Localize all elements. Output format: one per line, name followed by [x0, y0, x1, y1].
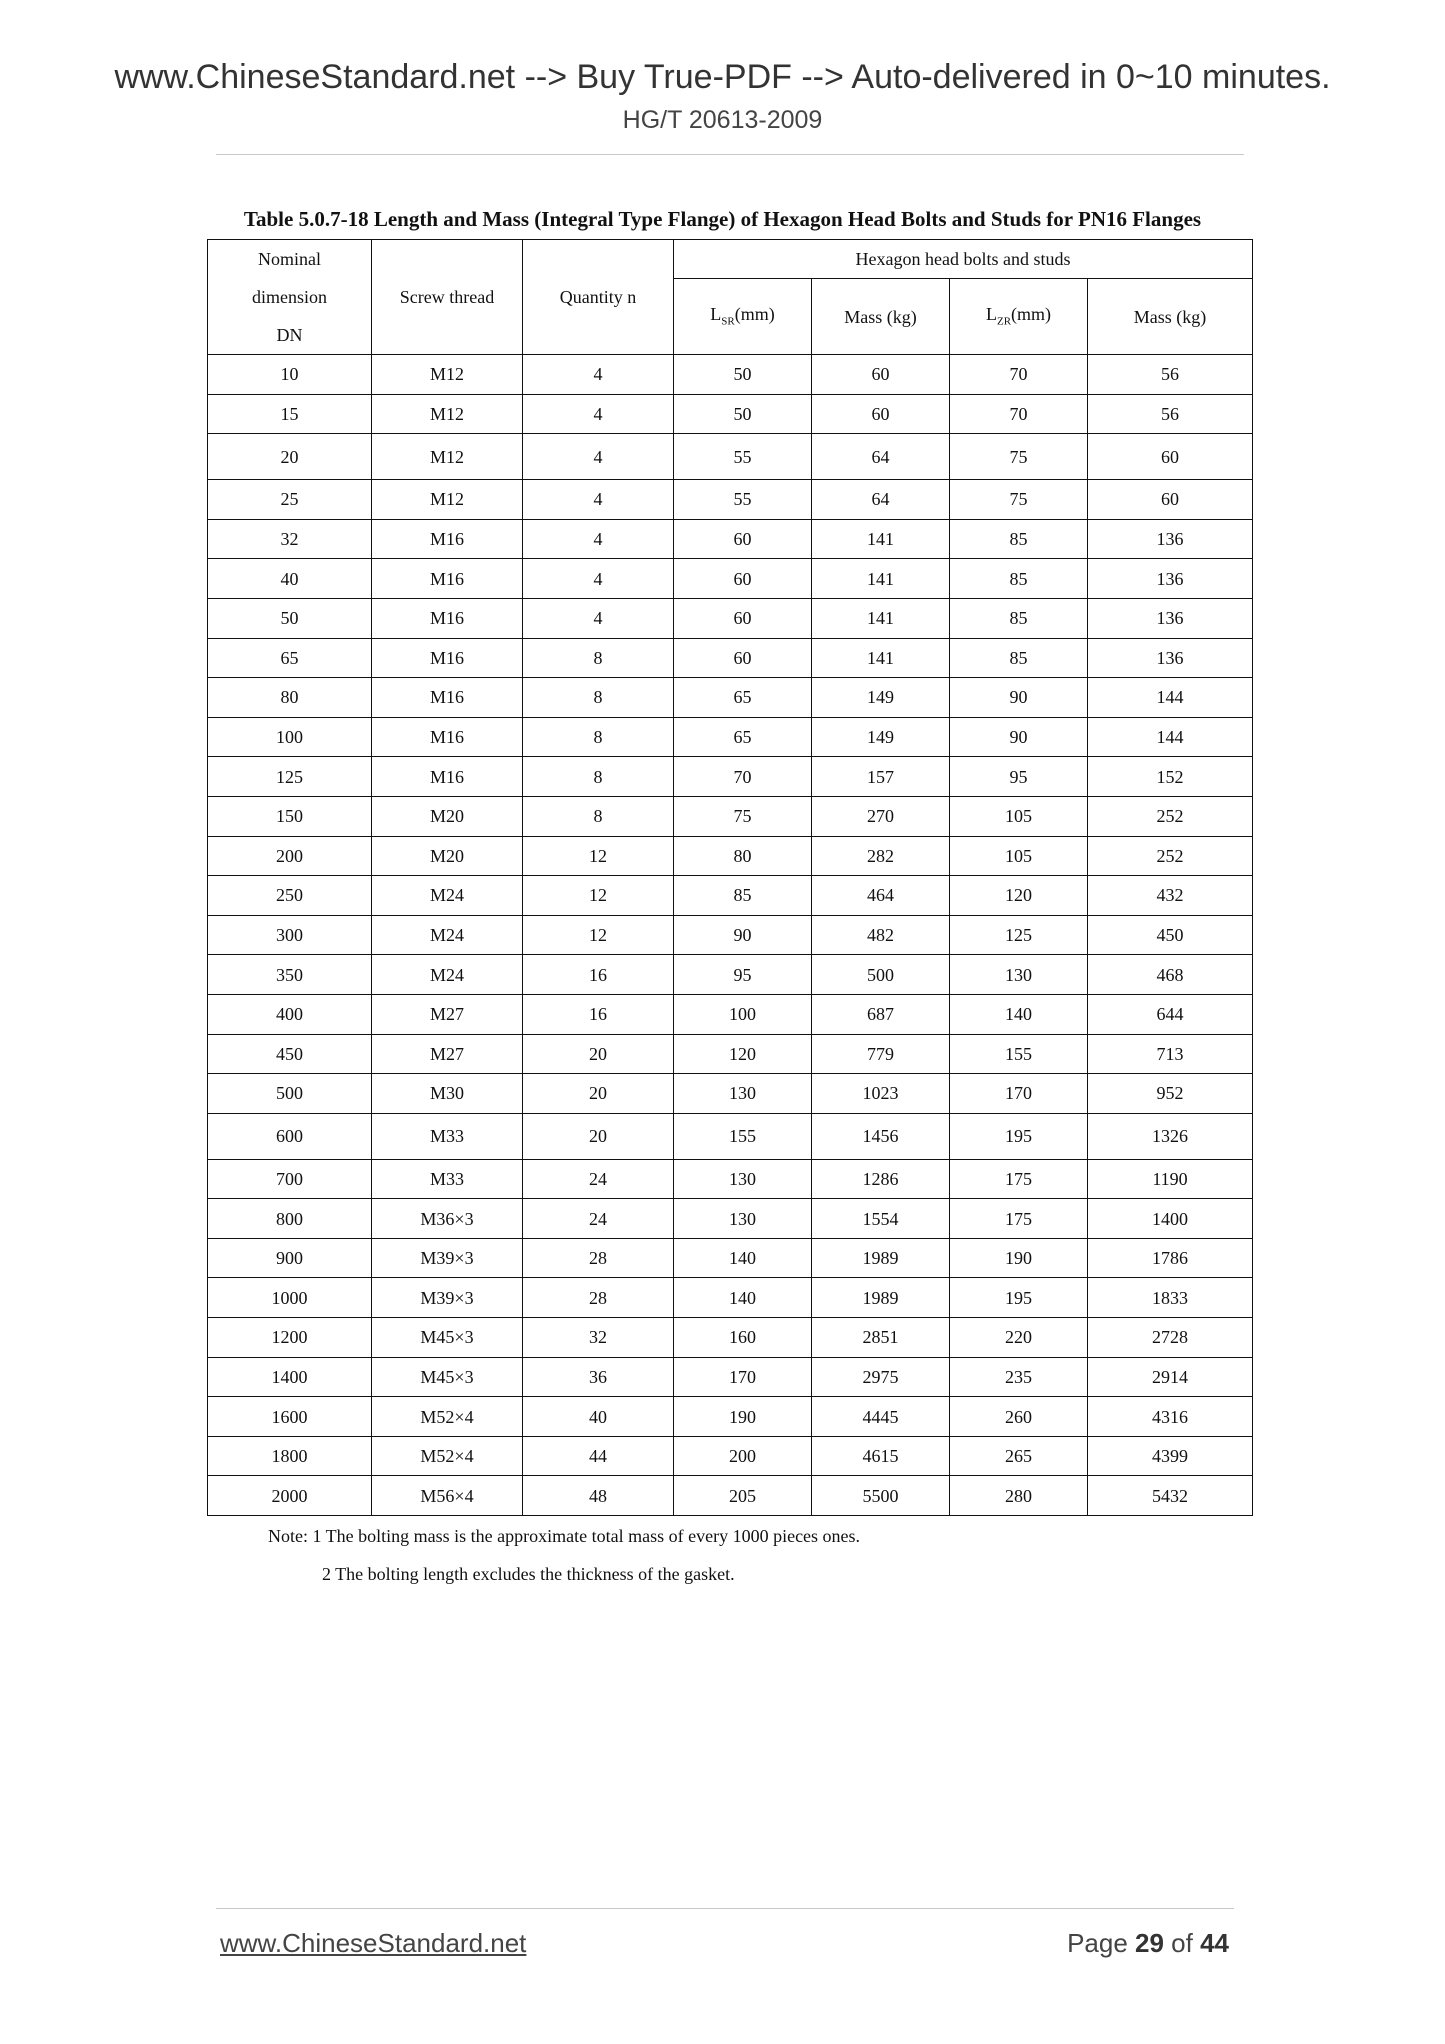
cell-lzr: 75 — [950, 480, 1088, 520]
table-row — [208, 955, 1253, 995]
table-row — [208, 1357, 1253, 1397]
cell-quantity: 36 — [523, 1357, 674, 1397]
table-row — [208, 717, 1253, 757]
cell-dn: 1200 — [208, 1318, 372, 1358]
cell-mass-bolt: 687 — [812, 994, 950, 1034]
cell-lsr: 65 — [674, 678, 812, 718]
cell-screw-thread: M36×3 — [372, 1199, 523, 1239]
cell-screw-thread: M24 — [372, 876, 523, 916]
cell-lzr: 105 — [950, 836, 1088, 876]
cell-mass-bolt: 1989 — [812, 1238, 950, 1278]
cell-quantity: 4 — [523, 559, 674, 599]
cell-dn: 15 — [208, 394, 372, 434]
cell-quantity: 12 — [523, 915, 674, 955]
cell-mass-bolt: 5500 — [812, 1476, 950, 1516]
cell-screw-thread: M33 — [372, 1159, 523, 1199]
standard-code: HG/T 20613-2009 — [622, 106, 823, 134]
cell-mass-stud: 450 — [1088, 915, 1253, 955]
cell-quantity: 28 — [523, 1278, 674, 1318]
cell-mass-stud: 136 — [1088, 598, 1253, 638]
cell-lzr: 220 — [950, 1318, 1088, 1358]
table-row — [208, 1159, 1253, 1199]
cell-mass-bolt: 282 — [812, 836, 950, 876]
table-body — [208, 355, 1253, 1516]
table-row — [208, 559, 1253, 599]
cell-dn: 600 — [208, 1113, 372, 1159]
cell-mass-bolt: 482 — [812, 915, 950, 955]
cell-dn: 1000 — [208, 1278, 372, 1318]
header-quantity: Quantity n — [523, 240, 674, 355]
table-row — [208, 1199, 1253, 1239]
table-row — [208, 638, 1253, 678]
cell-dn: 80 — [208, 678, 372, 718]
cell-screw-thread: M12 — [372, 480, 523, 520]
cell-quantity: 24 — [523, 1159, 674, 1199]
cell-mass-bolt: 1456 — [812, 1113, 950, 1159]
header-lzr: $L_{ZR}(mm)$ — [950, 279, 1088, 355]
table-row — [208, 1034, 1253, 1074]
cell-mass-stud: 1786 — [1088, 1238, 1253, 1278]
cell-quantity: 48 — [523, 1476, 674, 1516]
cell-lzr: 140 — [950, 994, 1088, 1034]
cell-mass-stud: 4399 — [1088, 1436, 1253, 1476]
table-row — [208, 1238, 1253, 1278]
cell-dn: 250 — [208, 876, 372, 916]
cell-quantity: 44 — [523, 1436, 674, 1476]
cell-screw-thread: M56×4 — [372, 1476, 523, 1516]
cell-mass-stud: 713 — [1088, 1034, 1253, 1074]
cell-screw-thread: M45×3 — [372, 1357, 523, 1397]
cell-dn: 200 — [208, 836, 372, 876]
cell-mass-bolt: 60 — [812, 394, 950, 434]
cell-lsr: 50 — [674, 355, 812, 395]
cell-mass-stud: 252 — [1088, 836, 1253, 876]
cell-quantity: 20 — [523, 1034, 674, 1074]
cell-screw-thread: M45×3 — [372, 1318, 523, 1358]
table-title: Table 5.0.7-18 Length and Mass (Integral Type Flange) of Hexagon Head Bolts and Studs for PN16 Flanges — [243, 207, 1202, 231]
cell-dn: 1400 — [208, 1357, 372, 1397]
cell-screw-thread: M33 — [372, 1113, 523, 1159]
table-row — [208, 598, 1253, 638]
cell-screw-thread: M27 — [372, 994, 523, 1034]
cell-lsr: 90 — [674, 915, 812, 955]
cell-quantity: 20 — [523, 1074, 674, 1114]
cell-lzr: 90 — [950, 717, 1088, 757]
cell-mass-bolt: 2975 — [812, 1357, 950, 1397]
cell-mass-stud: 136 — [1088, 519, 1253, 559]
cell-mass-stud: 952 — [1088, 1074, 1253, 1114]
table-row — [208, 915, 1253, 955]
cell-quantity: 4 — [523, 355, 674, 395]
cell-mass-stud: 136 — [1088, 559, 1253, 599]
cell-mass-stud: 144 — [1088, 717, 1253, 757]
footer-site-link[interactable]: www.ChineseStandard.net — [220, 1928, 527, 1958]
cell-lsr: 155 — [674, 1113, 812, 1159]
cell-screw-thread: M12 — [372, 394, 523, 434]
cell-screw-thread: M16 — [372, 757, 523, 797]
cell-dn: 32 — [208, 519, 372, 559]
table-row — [208, 355, 1253, 395]
cell-dn: 1600 — [208, 1397, 372, 1437]
cell-lzr: 75 — [950, 434, 1088, 480]
cell-quantity: 28 — [523, 1238, 674, 1278]
cell-mass-bolt: 2851 — [812, 1318, 950, 1358]
cell-lzr: 195 — [950, 1278, 1088, 1318]
table-row — [208, 1318, 1253, 1358]
cell-lzr: 85 — [950, 559, 1088, 599]
cell-lzr: 265 — [950, 1436, 1088, 1476]
cell-mass-stud: 56 — [1088, 394, 1253, 434]
table-row — [208, 994, 1253, 1034]
cell-lzr: 130 — [950, 955, 1088, 995]
table-row — [208, 1397, 1253, 1437]
cell-screw-thread: M12 — [372, 355, 523, 395]
cell-dn: 65 — [208, 638, 372, 678]
cell-lsr: 130 — [674, 1074, 812, 1114]
cell-lzr: 190 — [950, 1238, 1088, 1278]
cell-mass-bolt: 64 — [812, 480, 950, 520]
cell-lsr: 80 — [674, 836, 812, 876]
header-divider — [216, 154, 1244, 155]
cell-lzr: 120 — [950, 876, 1088, 916]
cell-mass-stud: 252 — [1088, 796, 1253, 836]
cell-quantity: 4 — [523, 394, 674, 434]
header-mass-stud: Mass (kg) — [1088, 279, 1253, 355]
cell-screw-thread: M16 — [372, 598, 523, 638]
cell-screw-thread: M16 — [372, 678, 523, 718]
cell-mass-bolt: 60 — [812, 355, 950, 395]
table-row — [208, 480, 1253, 520]
cell-mass-bolt: 1023 — [812, 1074, 950, 1114]
cell-mass-bolt: 149 — [812, 717, 950, 757]
cell-lzr: 260 — [950, 1397, 1088, 1437]
cell-lsr: 50 — [674, 394, 812, 434]
cell-dn: 10 — [208, 355, 372, 395]
cell-dn: 400 — [208, 994, 372, 1034]
cell-mass-stud: 644 — [1088, 994, 1253, 1034]
cell-lsr: 95 — [674, 955, 812, 995]
cell-lsr: 190 — [674, 1397, 812, 1437]
cell-mass-stud: 60 — [1088, 480, 1253, 520]
cell-lsr: 140 — [674, 1278, 812, 1318]
cell-screw-thread: M24 — [372, 955, 523, 995]
cell-dn: 20 — [208, 434, 372, 480]
cell-mass-bolt: 141 — [812, 598, 950, 638]
cell-dn: 2000 — [208, 1476, 372, 1516]
cell-quantity: 24 — [523, 1199, 674, 1239]
cell-mass-stud: 2914 — [1088, 1357, 1253, 1397]
cell-lsr: 60 — [674, 638, 812, 678]
cell-lsr: 85 — [674, 876, 812, 916]
cell-lsr: 140 — [674, 1238, 812, 1278]
cell-quantity: 4 — [523, 598, 674, 638]
table-row — [208, 678, 1253, 718]
cell-mass-stud: 1400 — [1088, 1199, 1253, 1239]
cell-lsr: 60 — [674, 598, 812, 638]
cell-dn: 900 — [208, 1238, 372, 1278]
table-row — [208, 757, 1253, 797]
cell-dn: 700 — [208, 1159, 372, 1199]
footer-divider — [216, 1908, 1234, 1909]
cell-lsr: 60 — [674, 519, 812, 559]
cell-dn: 150 — [208, 796, 372, 836]
table-row — [208, 1074, 1253, 1114]
cell-lsr: 205 — [674, 1476, 812, 1516]
cell-quantity: 4 — [523, 519, 674, 559]
cell-screw-thread: M20 — [372, 836, 523, 876]
cell-mass-stud: 432 — [1088, 876, 1253, 916]
cell-mass-stud: 468 — [1088, 955, 1253, 995]
cell-mass-bolt: 1286 — [812, 1159, 950, 1199]
cell-quantity: 4 — [523, 480, 674, 520]
cell-quantity: 32 — [523, 1318, 674, 1358]
cell-mass-bolt: 500 — [812, 955, 950, 995]
cell-lsr: 170 — [674, 1357, 812, 1397]
cell-quantity: 16 — [523, 955, 674, 995]
cell-mass-bolt: 157 — [812, 757, 950, 797]
cell-quantity: 16 — [523, 994, 674, 1034]
cell-lzr: 85 — [950, 638, 1088, 678]
cell-lzr: 85 — [950, 598, 1088, 638]
cell-mass-stud: 136 — [1088, 638, 1253, 678]
header-group-hexagon: Hexagon head bolts and studs — [674, 240, 1253, 279]
cell-mass-stud: 2728 — [1088, 1318, 1253, 1358]
cell-lsr: 100 — [674, 994, 812, 1034]
cell-dn: 800 — [208, 1199, 372, 1239]
cell-screw-thread: M30 — [372, 1074, 523, 1114]
cell-mass-bolt: 464 — [812, 876, 950, 916]
cell-lzr: 195 — [950, 1113, 1088, 1159]
cell-mass-bolt: 1989 — [812, 1278, 950, 1318]
table-row — [208, 796, 1253, 836]
cell-dn: 25 — [208, 480, 372, 520]
cell-lsr: 70 — [674, 757, 812, 797]
cell-lzr: 85 — [950, 519, 1088, 559]
cell-lzr: 70 — [950, 355, 1088, 395]
cell-lsr: 130 — [674, 1199, 812, 1239]
cell-quantity: 12 — [523, 876, 674, 916]
cell-lzr: 175 — [950, 1159, 1088, 1199]
note-1: Note: 1 The bolting mass is the approximate total mass of every 1000 pieces ones. — [268, 1526, 861, 1546]
header-screw-thread: Screw thread — [372, 240, 523, 355]
cell-lsr: 160 — [674, 1318, 812, 1358]
cell-mass-bolt: 4445 — [812, 1397, 950, 1437]
cell-dn: 125 — [208, 757, 372, 797]
cell-quantity: 4 — [523, 434, 674, 480]
cell-lsr: 120 — [674, 1034, 812, 1074]
cell-lzr: 235 — [950, 1357, 1088, 1397]
cell-mass-stud: 56 — [1088, 355, 1253, 395]
table-row — [208, 1436, 1253, 1476]
cell-dn: 50 — [208, 598, 372, 638]
table-row — [208, 1278, 1253, 1318]
cell-lzr: 95 — [950, 757, 1088, 797]
cell-mass-bolt: 141 — [812, 559, 950, 599]
table-row — [208, 519, 1253, 559]
cell-screw-thread: M16 — [372, 559, 523, 599]
header-lsr: $L_{SR}(mm)$ — [674, 279, 812, 355]
cell-dn: 450 — [208, 1034, 372, 1074]
cell-lzr: 155 — [950, 1034, 1088, 1074]
cell-screw-thread: M39×3 — [372, 1278, 523, 1318]
cell-mass-stud: 1326 — [1088, 1113, 1253, 1159]
table-row — [208, 434, 1253, 480]
cell-screw-thread: M16 — [372, 519, 523, 559]
cell-mass-stud: 4316 — [1088, 1397, 1253, 1437]
cell-dn: 40 — [208, 559, 372, 599]
header-mass-bolt: Mass (kg) — [812, 279, 950, 355]
cell-lsr: 55 — [674, 480, 812, 520]
cell-mass-bolt: 64 — [812, 434, 950, 480]
cell-lzr: 170 — [950, 1074, 1088, 1114]
cell-mass-bolt: 1554 — [812, 1199, 950, 1239]
cell-lzr: 125 — [950, 915, 1088, 955]
cell-lzr: 280 — [950, 1476, 1088, 1516]
cell-dn: 100 — [208, 717, 372, 757]
cell-mass-stud: 60 — [1088, 434, 1253, 480]
cell-mass-bolt: 149 — [812, 678, 950, 718]
cell-dn: 300 — [208, 915, 372, 955]
cell-quantity: 40 — [523, 1397, 674, 1437]
page-indicator: Page 29 of 44 — [1067, 1928, 1229, 1958]
table-row — [208, 836, 1253, 876]
cell-quantity: 8 — [523, 638, 674, 678]
cell-screw-thread: M24 — [372, 915, 523, 955]
cell-quantity: 12 — [523, 836, 674, 876]
cell-mass-stud: 1190 — [1088, 1159, 1253, 1199]
cell-lsr: 60 — [674, 559, 812, 599]
cell-dn: 350 — [208, 955, 372, 995]
cell-screw-thread: M12 — [372, 434, 523, 480]
table-row — [208, 394, 1253, 434]
bolt-mass-table — [207, 239, 1253, 1516]
cell-mass-bolt: 779 — [812, 1034, 950, 1074]
cell-mass-bolt: 141 — [812, 519, 950, 559]
cell-quantity: 8 — [523, 757, 674, 797]
cell-lzr: 175 — [950, 1199, 1088, 1239]
cell-mass-stud: 152 — [1088, 757, 1253, 797]
cell-mass-stud: 1833 — [1088, 1278, 1253, 1318]
cell-screw-thread: M16 — [372, 638, 523, 678]
cell-mass-bolt: 141 — [812, 638, 950, 678]
cell-quantity: 8 — [523, 796, 674, 836]
cell-lsr: 75 — [674, 796, 812, 836]
table-row — [208, 876, 1253, 916]
cell-screw-thread: M20 — [372, 796, 523, 836]
cell-mass-stud: 5432 — [1088, 1476, 1253, 1516]
cell-quantity: 8 — [523, 717, 674, 757]
cell-screw-thread: M16 — [372, 717, 523, 757]
cell-lsr: 65 — [674, 717, 812, 757]
cell-screw-thread: M52×4 — [372, 1436, 523, 1476]
cell-mass-bolt: 270 — [812, 796, 950, 836]
header-nominal-dimension: Nominal dimension DN — [208, 240, 372, 355]
cell-dn: 500 — [208, 1074, 372, 1114]
cell-quantity: 20 — [523, 1113, 674, 1159]
cell-lsr: 130 — [674, 1159, 812, 1199]
cell-screw-thread: M52×4 — [372, 1397, 523, 1437]
cell-mass-stud: 144 — [1088, 678, 1253, 718]
cell-mass-bolt: 4615 — [812, 1436, 950, 1476]
table-row — [208, 1476, 1253, 1516]
note-2: 2 The bolting length excludes the thickness of the gasket. — [322, 1564, 735, 1584]
header-banner: www.ChineseStandard.net --> Buy True-PDF --> Auto-delivered in 0~10 minutes. — [114, 58, 1331, 96]
cell-quantity: 8 — [523, 678, 674, 718]
table-row — [208, 1113, 1253, 1159]
cell-lsr: 55 — [674, 434, 812, 480]
cell-lzr: 90 — [950, 678, 1088, 718]
cell-screw-thread: M39×3 — [372, 1238, 523, 1278]
cell-dn: 1800 — [208, 1436, 372, 1476]
cell-lsr: 200 — [674, 1436, 812, 1476]
cell-screw-thread: M27 — [372, 1034, 523, 1074]
cell-lzr: 105 — [950, 796, 1088, 836]
cell-lzr: 70 — [950, 394, 1088, 434]
